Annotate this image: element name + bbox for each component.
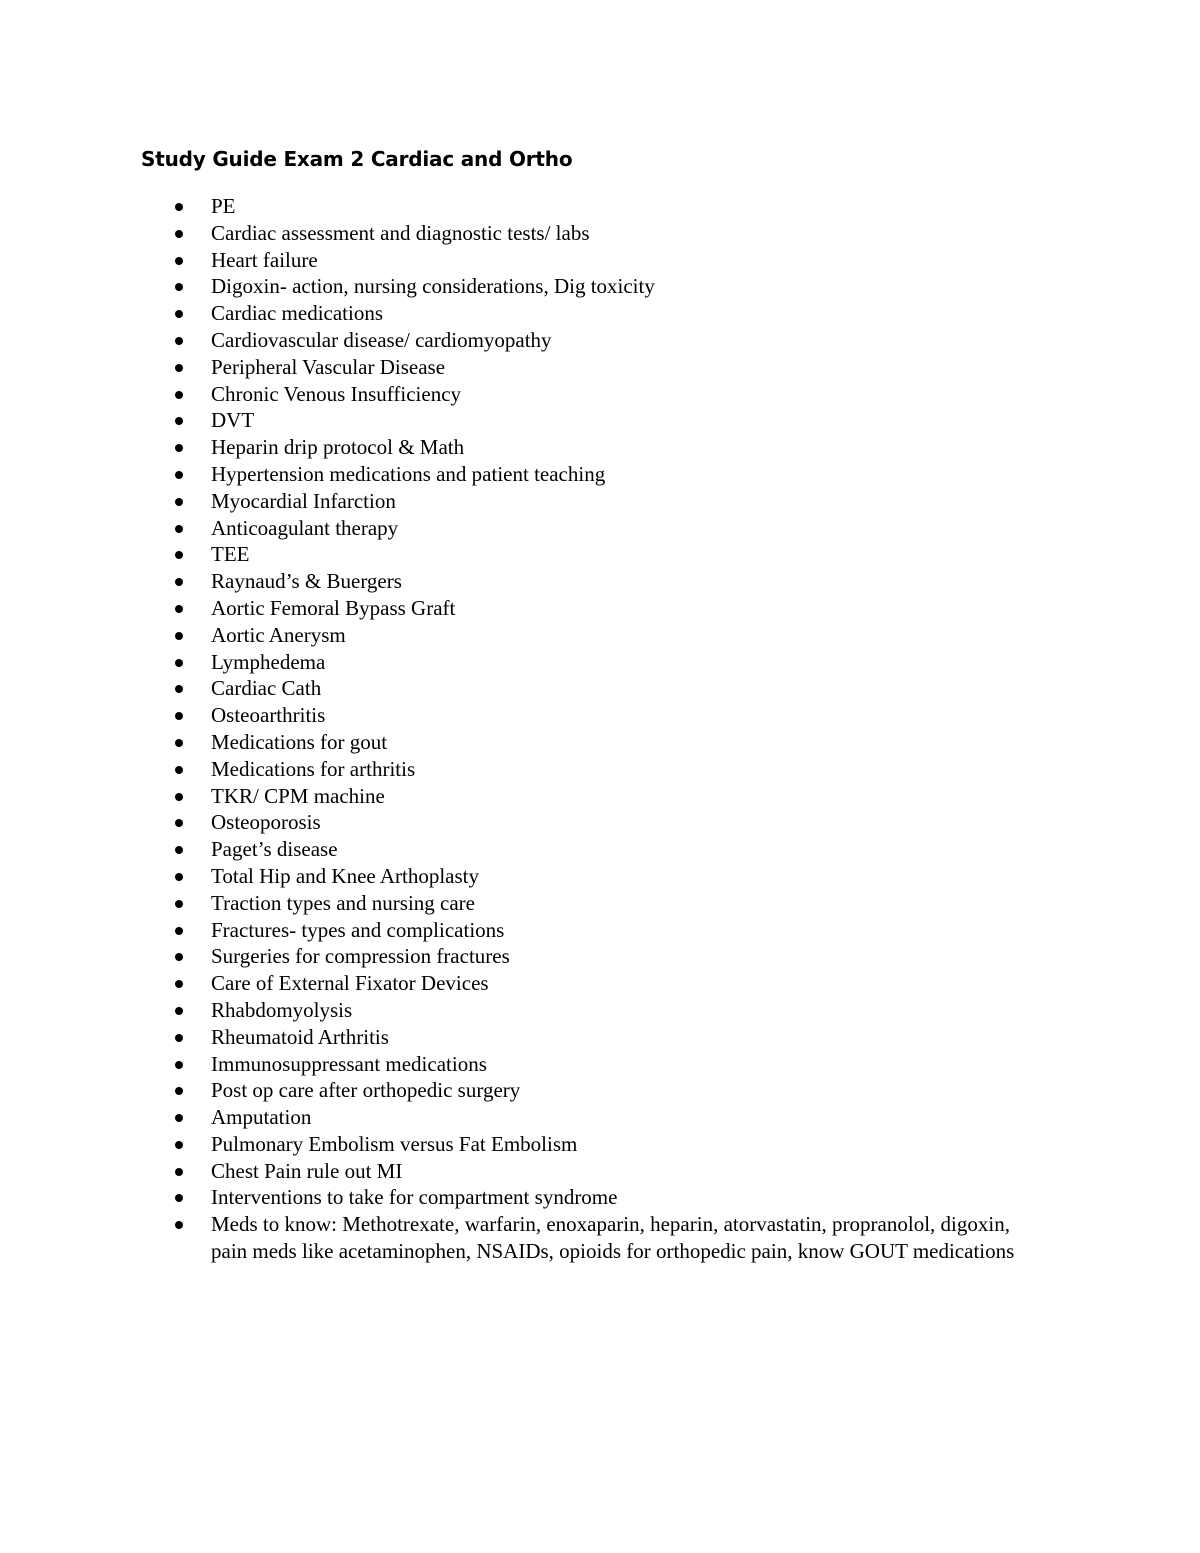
list-item [0,300,1041,327]
list-item-text: Myocardial Infarction [211,488,396,513]
list-item-text: Aortic Anerysm [211,622,346,647]
list-item [0,729,1041,756]
list-item [0,702,1041,729]
list-item-text: Immunosuppressant medications [211,1051,487,1076]
page-title: Study Guide Exam 2 Cardiac and Ortho [141,147,573,171]
bullet-icon [175,739,183,747]
list-item-text: Surgeries for compression fractures [211,944,510,969]
list-item [0,756,1041,783]
list-item-text: Amputation [211,1105,312,1130]
list-item [0,943,1041,970]
list-item [0,595,1041,622]
list-item [0,1131,1041,1158]
list-item-text: Peripheral Vascular Disease [211,354,446,379]
list-item-text: Raynaud’s & Buergers [211,569,402,594]
list-item-text: Chronic Venous Insufficiency [211,381,462,406]
bullet-icon [175,712,183,720]
list-item-text: Post op care after orthopedic surgery [211,1078,521,1103]
list-item [0,1211,1041,1265]
list-item [0,863,1041,890]
bullet-icon [175,846,183,854]
list-item-text: Heart failure [211,247,318,272]
bullet-icon [175,1061,183,1069]
list-item-text: Anticoagulant therapy [211,515,399,540]
list-item-text: Cardiovascular disease/ cardiomyopathy [211,327,552,352]
bullet-icon [175,257,183,265]
bullet-icon [175,283,183,291]
list-item-text: Osteoarthritis [211,703,326,728]
list-item-text: Traction types and nursing care [211,890,475,915]
list-item-text: Fractures- types and complications [211,917,505,942]
list-item-text: Interventions to take for compartment syndrome [211,1185,618,1210]
bullet-icon [175,391,183,399]
list-item [0,461,1041,488]
bullet-icon [175,1087,183,1095]
bullet-icon [175,525,183,533]
list-item [0,434,1041,461]
bullet-icon [175,230,183,238]
bullet-icon [175,498,183,506]
list-item [0,1051,1041,1078]
bullet-icon [175,1168,183,1176]
bullet-icon [175,1007,183,1015]
list-item [0,890,1041,917]
list-item [0,970,1041,997]
bullet-icon [175,605,183,613]
list-item [0,541,1041,568]
list-item [0,568,1041,595]
bullet-icon [175,1034,183,1042]
list-item-text: TKR/ CPM machine [211,783,385,808]
list-item [0,997,1041,1024]
list-item-text: Medications for arthritis [211,756,416,781]
list-item-text: Paget’s disease [211,837,338,862]
bullet-icon [175,900,183,908]
list-item-text: Hypertension medications and patient teaching [211,461,606,486]
list-item-text: DVT [211,408,255,433]
bullet-icon [175,873,183,881]
list-item-text: Meds to know: Methotrexate, warfarin, enoxaparin, heparin, atorvastatin, propranolol, digoxin, pain meds like acetaminophen, NSAIDs, opioids for orthopedic pain, know GOUT medications [211,1212,1015,1264]
list-item [0,809,1041,836]
list-item [0,1104,1041,1131]
list-item-text: Cardiac medications [211,301,384,326]
bullet-icon [175,203,183,211]
bullet-icon [175,364,183,372]
bullet-icon [175,578,183,586]
bullet-icon [175,551,183,559]
list-item-text: Care of External Fixator Devices [211,971,489,996]
list-item-text: Rhabdomyolysis [211,997,353,1022]
list-item-text: PE [211,194,236,218]
bullet-icon [175,1194,183,1202]
list-item [0,783,1041,810]
bullet-icon [175,685,183,693]
bullet-icon [175,417,183,425]
list-item [0,836,1041,863]
list-item [0,917,1041,944]
bullet-icon [175,1221,183,1229]
list-item-text: Medications for gout [211,729,388,754]
list-item-text: Heparin drip protocol & Math [211,435,465,460]
list-item [0,407,1041,434]
list-item-text: Pulmonary Embolism versus Fat Embolism [211,1131,578,1156]
bullet-icon [175,766,183,774]
list-item [0,1077,1041,1104]
list-item [0,1184,1041,1211]
list-item [0,675,1041,702]
list-item-text: Total Hip and Knee Arthoplasty [211,863,479,888]
list-item [0,273,1041,300]
list-item-text: Cardiac Cath [211,676,322,701]
bullet-icon [175,819,183,827]
list-item-text: TEE [211,542,250,567]
list-item [0,1024,1041,1051]
bullet-icon [175,659,183,667]
list-item [0,327,1041,354]
list-item [0,354,1041,381]
bullet-icon [175,632,183,640]
bullet-icon [175,310,183,318]
list-item-text: Cardiac assessment and diagnostic tests/ labs [211,220,590,245]
bullet-icon [175,444,183,452]
list-item [0,247,1041,274]
list-item [0,193,1041,220]
bullet-icon [175,793,183,801]
list-item [0,488,1041,515]
bullet-icon [175,980,183,988]
topic-list [0,193,1200,1265]
list-item-text: Lymphedema [211,649,326,674]
bullet-icon [175,953,183,961]
list-item [0,622,1041,649]
list-item [0,515,1041,542]
list-item-text: Aortic Femoral Bypass Graft [211,595,456,620]
list-item [0,220,1041,247]
list-item-text: Chest Pain rule out MI [211,1158,403,1183]
list-item [0,381,1041,408]
list-item-text: Rheumatoid Arthritis [211,1024,389,1049]
bullet-icon [175,337,183,345]
list-item [0,649,1041,676]
bullet-icon [175,1114,183,1122]
bullet-icon [175,471,183,479]
list-item [0,1158,1041,1185]
list-item-text: Osteoporosis [211,810,321,835]
bullet-icon [175,1141,183,1149]
bullet-icon [175,927,183,935]
list-item-text: Digoxin- action, nursing considerations, Dig toxicity [211,274,655,299]
